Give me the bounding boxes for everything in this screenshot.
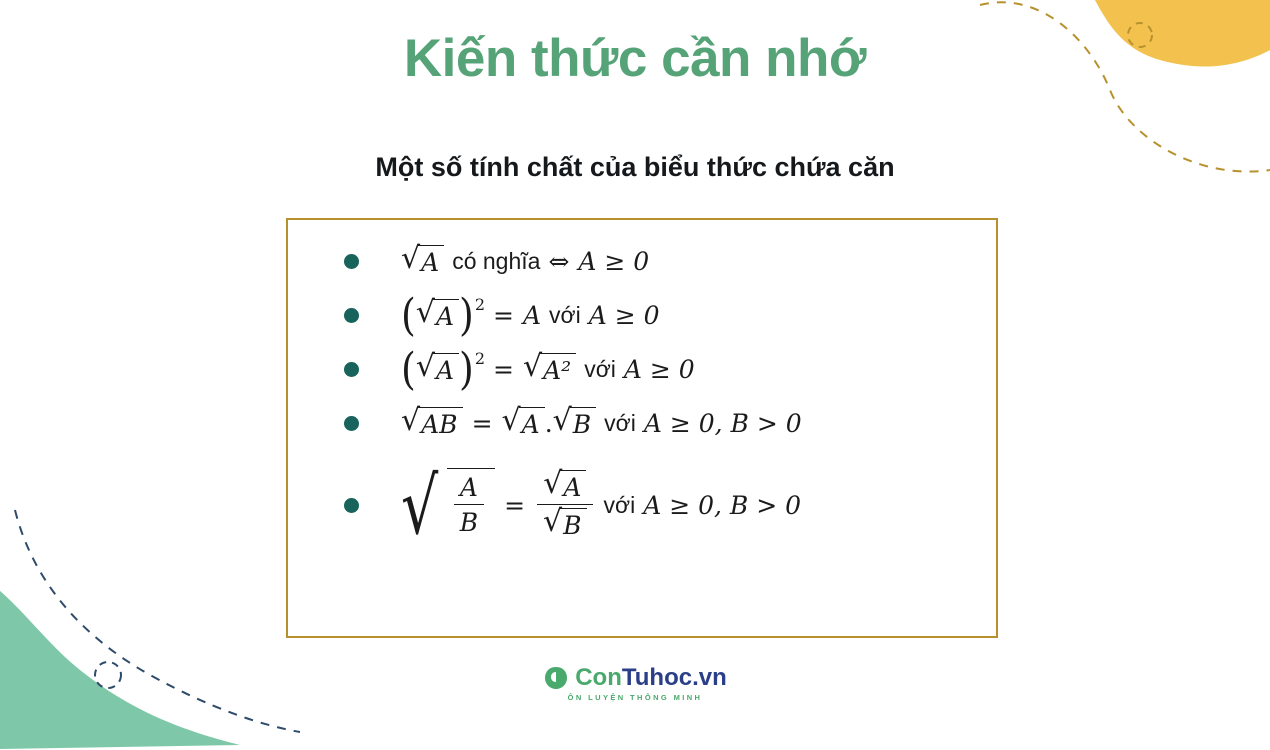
- result-denominator: B: [560, 508, 586, 540]
- formula-sqrt-A-squared-equals-sqrt-A2: ( √ A ) 2 = √ A² với A ≥ 0: [401, 343, 695, 395]
- result-radicand: A²: [540, 353, 576, 385]
- bullet-icon: [344, 254, 359, 269]
- radicand: A: [418, 245, 444, 277]
- leaf-logo-icon: [543, 665, 569, 691]
- formula-sqrt-AB-product: √ AB = √ A . √ B với A ≥ 0, B > 0: [401, 403, 802, 439]
- logo-text: [575, 664, 727, 692]
- condition: A ≥ 0: [623, 354, 695, 384]
- numerator: A: [459, 472, 478, 502]
- condition: A ≥ 0: [588, 300, 660, 330]
- formula-words: có nghĩa: [452, 247, 541, 274]
- formula-sqrt-A-meaningful: √ A có nghĩa ⇔ A ≥ 0: [401, 241, 650, 277]
- formula-list: [288, 234, 996, 560]
- formula-box: [286, 218, 998, 638]
- logo-name-blue: Tuhoc.vn: [621, 664, 727, 691]
- page-title: Kiến thức cần nhớ: [403, 29, 867, 88]
- logo-tagline: ÔN LUYỆN THÔNG MINH: [567, 693, 703, 702]
- condition: A ≥ 0, B > 0: [643, 408, 802, 438]
- bullet-icon: [344, 308, 359, 323]
- multiplication-dot: .: [544, 408, 553, 438]
- equals-symbol: =: [504, 490, 526, 520]
- page-subtitle: Một số tính chất của biểu thức chứa căn: [375, 152, 895, 182]
- decoration-green-blob: [0, 520, 240, 750]
- equals-symbol: =: [493, 300, 514, 330]
- factor-1: A: [519, 407, 545, 439]
- bullet-icon: [344, 362, 359, 377]
- condition: A ≥ 0: [578, 246, 650, 276]
- formula-words: với: [584, 355, 616, 382]
- radicand: A: [433, 353, 459, 385]
- logo-name-green: Con: [575, 664, 622, 691]
- exponent: 2: [474, 294, 486, 314]
- formula-words: với: [549, 301, 581, 328]
- bullet-icon: [344, 498, 359, 513]
- formula-words: với: [604, 409, 636, 436]
- list-item: [288, 450, 996, 560]
- factor-2: B: [570, 407, 596, 439]
- relation-symbol: ⇔: [548, 246, 570, 276]
- logo-row: [543, 664, 727, 692]
- list-item: [288, 288, 996, 342]
- exponent: 2: [474, 348, 486, 368]
- radicand: AB: [418, 407, 462, 439]
- result-numerator: A: [560, 470, 586, 502]
- footer-logo: [0, 664, 1270, 702]
- equals-symbol: =: [471, 408, 493, 438]
- equals-symbol: =: [493, 354, 514, 384]
- condition: A ≥ 0, B > 0: [643, 490, 802, 520]
- list-item: [288, 396, 996, 450]
- bullet-icon: [344, 416, 359, 431]
- radicand: A: [433, 299, 459, 331]
- list-item: [288, 342, 996, 396]
- result: A: [522, 300, 542, 330]
- denominator: B: [454, 504, 484, 537]
- formula-words: với: [603, 491, 636, 518]
- list-item: [288, 234, 996, 288]
- formula-sqrt-A-over-B-quotient: √ $\frac{A}{B}$ = √ A √ B với A ≥ 0, B > 0: [401, 461, 802, 552]
- formula-sqrt-A-squared-equals-A: ( √ A ) 2 = A với A ≥ 0: [401, 289, 660, 341]
- decoration-green-dashed-line: [0, 500, 300, 740]
